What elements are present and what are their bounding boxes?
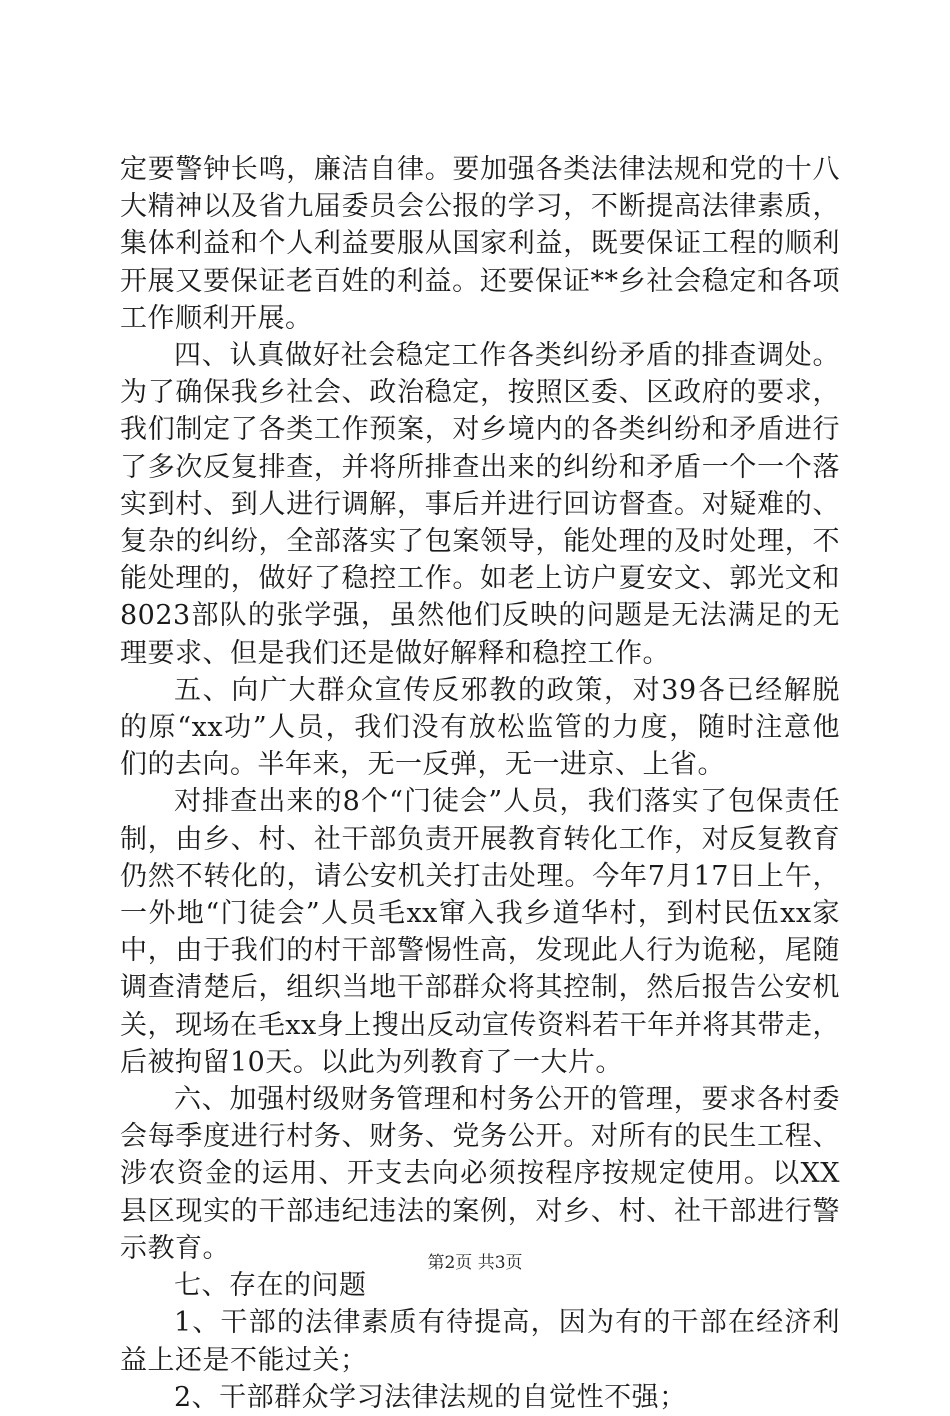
page-number-footer: 第2页 共3页: [427, 1253, 523, 1273]
paragraph-section-6: 六、加强村级财务管理和村务公开的管理，要求各村委会每季度进行村务、财务、党务公开。对所有的民生工程、涉农资金的运用、开支去向必须按程序按规定使用。以XX县区现实的干部违纪违法的案例，对乡、村、社干部进行警示教育。: [120, 1084, 840, 1264]
paragraph-1-continuation: 定要警钟长鸣，廉洁自律。要加强各类法律法规和党的十八大精神以及省九届委员会公报的学习，不断提高法律素质，集体利益和个人利益要服从国家利益，既要保证工程的顺利开展又要保证老百姓的利益。还要保证**乡社会稳定和各项工作顺利开展。: [120, 154, 840, 334]
document-body: [120, 151, 840, 1416]
paragraph-section-4: 四、认真做好社会稳定工作各类纠纷矛盾的排查调处。为了确保我乡社会、政治稳定，按照区委、区政府的要求，我们制定了各类工作预案，对乡境内的各类纠纷和矛盾进行了多次反复排查，并将所排查出来的纠纷和矛盾一个一个落实到村、到人进行调解，事后并进行回访督查。对疑难的、复杂的纠纷，全部落实了包案领导，能处理的及时处理，不能处理的，做好了稳控工作。如老上访户夏安文、郭光文和8023部队的张学强，虽然他们反映的问题是无法满足的无理要求、但是我们还是做好解释和稳控工作。: [120, 340, 840, 669]
paragraph-section-5: 五、向广大群众宣传反邪教的政策，对39各已经解脱的原“xx功”人员，我们没有放松监管的力度，随时注意他们的去向。半年来，无一反弹，无一进京、上省。: [120, 674, 840, 781]
heading-section-7: 七、存在的问题: [174, 1270, 367, 1302]
paragraph-section-5-detail: 对排查出来的8个“门徒会”人员，我们落实了包保责任制，由乡、村、社干部负责开展教育转化工作，对反复教育仍然不转化的，请公安机关打击处理。今年7月17日上午，一外地“门徒会”人员毛xx窜入我乡道华村，到村民伍xx家中，由于我们的村干部警惕性高，发现此人行为诡秘，尾随调查清楚后，组织当地干部群众将其控制，然后报告公安机关，现场在毛xx身上搜出反动宣传资料若干年并将其带走，后被拘留10天。以此为列教育了一大片。: [120, 786, 840, 1078]
list-item-problem-2: 2、干部群众学习法律法规的自觉性不强；: [174, 1381, 687, 1413]
list-item-problem-1: 1、干部的法律素质有待提高，因为有的干部在经济利益上还是不能过关；: [120, 1307, 840, 1376]
